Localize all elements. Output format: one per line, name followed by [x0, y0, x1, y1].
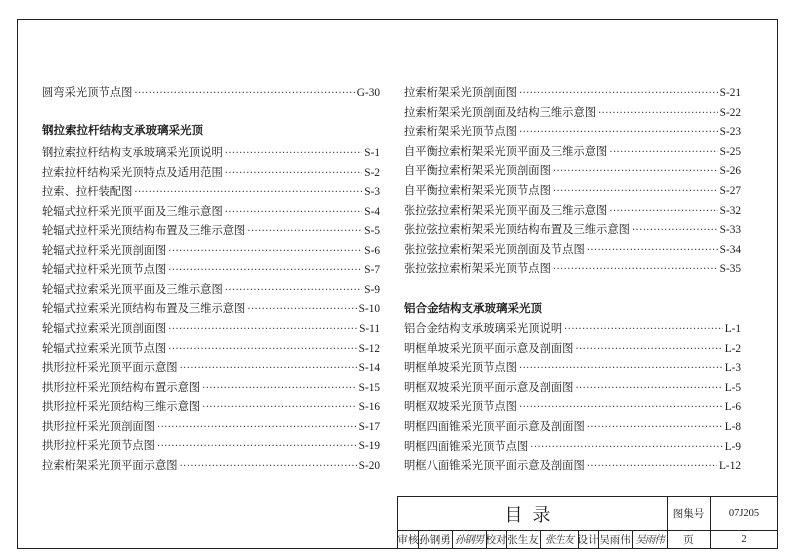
toc-entry[interactable]	[42, 455, 380, 473]
title-block	[397, 496, 778, 549]
toc-entry-title: 明框四面锥采光顶平面示意及剖面图	[404, 420, 585, 433]
page-number: 2	[741, 534, 747, 545]
toc-leader-dots	[519, 363, 723, 375]
checker-signature: 张生友	[544, 534, 574, 546]
toc-entry-page: S-35	[719, 263, 741, 276]
toc-entry-page: S-10	[358, 303, 380, 316]
toc-entry[interactable]	[42, 142, 380, 160]
toc-entry[interactable]	[42, 318, 380, 336]
toc-leader-dots	[564, 324, 723, 336]
toc-entry-page: L-9	[724, 440, 741, 453]
toc-entry[interactable]	[42, 338, 380, 356]
toc-entry-page: S-9	[364, 283, 380, 296]
toc-entry-title: 拱形拉杆采光顶平面示意图	[42, 361, 178, 375]
toc-leader-dots	[587, 245, 718, 257]
toc-leader-dots	[519, 402, 723, 414]
toc-entry-page: L-5	[724, 381, 741, 394]
toc-entry[interactable]	[404, 258, 741, 276]
toc-entry-page: L-1	[724, 323, 741, 335]
toc-entry-page: S-3	[364, 186, 380, 199]
toc-leader-dots	[157, 422, 357, 434]
toc-leader-dots	[609, 206, 717, 218]
toc-entry[interactable]	[404, 102, 741, 120]
toc-entry-page: S-6	[364, 244, 380, 257]
toc-entry[interactable]	[42, 435, 380, 453]
toc-entry-title: 张拉弦拉索桁架采光顶平面及三维示意图	[404, 203, 608, 217]
toc-entry[interactable]	[42, 259, 380, 277]
toc-entry-title: 拉索桁架采光顶平面示意图	[42, 458, 178, 472]
reviewer-signature: 孙钢男	[454, 534, 484, 546]
toc-entry-page: S-20	[358, 459, 380, 472]
toc-entry-page: S-4	[364, 205, 380, 218]
toc-entry-title: 钢拉索拉杆结构支承玻璃采光顶说明	[42, 146, 223, 159]
toc-entry-title: 张拉弦拉索桁架采光顶结构布置及三维示意图	[404, 223, 630, 237]
toc-leader-dots	[225, 168, 363, 180]
toc-entry-title: 轮辐式拉杆采光顶结构布置及三维示意图	[42, 224, 246, 238]
page-label: 页	[683, 534, 694, 546]
toc-entry-title: 明框四面锥采光顶节点图	[404, 439, 529, 453]
toc-entry-title: 张拉弦拉索桁架采光顶剖面及节点图	[404, 242, 585, 256]
toc-entry-page: S-22	[719, 106, 741, 119]
toc-entry-page: L-12	[719, 460, 741, 473]
toc-leader-dots	[202, 383, 356, 395]
toc-entry-title: 圆弯采光顶节点图	[42, 86, 133, 99]
design-label: 设计	[577, 534, 599, 546]
toc-entry-title: 拉索桁架采光顶剖面图	[404, 86, 517, 99]
toc-entry[interactable]	[42, 220, 380, 238]
toc-entry-page: S-25	[719, 145, 741, 158]
section-heading-aluminum: 铝合金结构支承玻璃采光顶	[404, 301, 542, 315]
toc-entry-page: S-23	[719, 126, 741, 139]
toc-entry-page: S-34	[719, 243, 741, 256]
toc-entry[interactable]	[404, 219, 741, 237]
toc-entry[interactable]	[42, 162, 380, 180]
toc-leader-dots	[587, 461, 717, 473]
toc-leader-dots	[225, 207, 363, 219]
toc-leader-dots	[168, 265, 362, 277]
toc-entry[interactable]	[404, 160, 741, 178]
toc-entry-page: L-3	[724, 362, 741, 375]
toc-leader-dots	[157, 441, 357, 453]
toc-entry-page: S-27	[719, 185, 741, 197]
toc-leader-dots	[247, 304, 356, 316]
toc-entry-page: S-21	[719, 87, 741, 99]
toc-entry-title: 张拉弦拉索桁架采光顶节点图	[404, 262, 551, 276]
toc-entry-page: S-1	[364, 147, 380, 159]
toc-leader-dots	[202, 402, 356, 414]
designer-name: 吴雨伟	[599, 534, 631, 546]
toc-entry-page: S-12	[358, 342, 380, 355]
toc-leader-dots	[180, 363, 357, 375]
toc-entry-page: L-6	[724, 401, 741, 414]
toc-entry-title: 铝合金结构支承玻璃采光顶说明	[404, 322, 563, 335]
toc-entry[interactable]	[42, 377, 380, 395]
toc-entry[interactable]	[404, 239, 741, 257]
toc-entry[interactable]	[404, 82, 741, 100]
toc-leader-dots	[225, 148, 363, 160]
toc-entry-page: S-5	[364, 225, 380, 238]
toc-entry-page: S-11	[359, 322, 380, 335]
toc-entry-title: 轮辐式拉索采光顶平面及三维示意图	[42, 282, 223, 296]
toc-entry[interactable]	[42, 201, 380, 219]
toc-leader-dots	[519, 88, 718, 100]
toc-entry[interactable]	[42, 82, 380, 100]
toc-entry[interactable]	[404, 318, 741, 336]
toc-leader-dots	[134, 187, 362, 199]
toc-entry[interactable]	[404, 396, 741, 414]
toc-entry[interactable]	[404, 455, 741, 473]
toc-leader-dots	[575, 344, 722, 356]
toc-entry[interactable]	[404, 338, 741, 356]
toc-leader-dots	[587, 422, 723, 434]
toc-entry-title: 拉索拉杆结构采光顶特点及适用范围	[42, 165, 223, 179]
toc-entry-page: S-14	[358, 362, 380, 375]
toc-entry-page: S-15	[358, 381, 380, 394]
toc-entry[interactable]	[404, 200, 741, 218]
toc-leader-dots	[530, 442, 722, 454]
toc-entry-title: 轮辐式拉索采光顶结构布置及三维示意图	[42, 302, 246, 316]
toc-leader-dots	[168, 324, 357, 336]
toc-entry-title: 轮辐式拉杆采光顶节点图	[42, 263, 167, 277]
toc-entry[interactable]	[42, 181, 380, 199]
toc-leader-dots	[225, 285, 363, 297]
drawing-title: 目录	[504, 504, 561, 526]
toc-entry-page: S-26	[719, 165, 741, 178]
toc-entry-page: S-32	[719, 204, 741, 217]
toc-entry-page: S-16	[358, 401, 380, 414]
toc-entry[interactable]	[42, 240, 380, 258]
toc-entry-page: L-2	[724, 342, 741, 355]
toc-leader-dots	[168, 344, 356, 356]
toc-entry[interactable]	[404, 377, 741, 395]
toc-entry-title: 拉索桁架采光顶节点图	[404, 125, 517, 139]
toc-entry-title: 明框单坡采光顶平面示意及剖面图	[404, 341, 574, 355]
toc-leader-dots	[180, 461, 357, 473]
toc-entry-page: L-8	[724, 421, 741, 433]
toc-entry[interactable]	[42, 357, 380, 375]
toc-entry-title: 自平衡拉索桁架采光顶平面及三维示意图	[404, 144, 608, 158]
toc-entry-title: 明框单坡采光顶节点图	[404, 361, 517, 375]
toc-entry[interactable]	[404, 416, 741, 434]
toc-entry[interactable]	[42, 396, 380, 414]
toc-leader-dots	[632, 225, 718, 237]
toc-entry-title: 自平衡拉索桁架采光顶剖面图	[404, 164, 551, 178]
toc-entry-title: 轮辐式拉杆采光顶剖面图	[42, 243, 167, 257]
toc-entry[interactable]	[404, 436, 741, 454]
toc-entry[interactable]	[42, 298, 380, 316]
reviewer-name: 孙钢勇	[419, 534, 451, 546]
toc-entry[interactable]	[42, 416, 380, 434]
toc-leader-dots	[598, 108, 718, 120]
toc-entry-page: S-33	[719, 224, 741, 237]
toc-entry-page: S-19	[358, 440, 380, 453]
check-label: 校对	[485, 534, 507, 546]
toc-leader-dots	[247, 226, 362, 238]
toc-leader-dots	[609, 147, 717, 159]
section-heading-steel-cable: 钢拉索拉杆结构支承玻璃采光顶	[42, 123, 203, 137]
toc-entry-title: 明框八面锥采光顶平面示意及剖面图	[404, 459, 585, 473]
toc-entry-title: 拱形拉杆采光顶剖面图	[42, 419, 155, 433]
checker-name: 张生友	[507, 534, 539, 546]
toc-entry-title: 拱形拉杆采光顶节点图	[42, 439, 155, 453]
toc-entry[interactable]	[404, 180, 741, 198]
toc-entry-title: 轮辐式拉杆采光顶平面及三维示意图	[42, 204, 223, 218]
toc-leader-dots	[519, 127, 718, 139]
toc-entry-title: 拉索、拉杆装配图	[42, 185, 133, 199]
toc-entry-page: S-17	[358, 420, 380, 433]
toc-entry-title: 明框双坡采光顶平面示意及剖面图	[404, 380, 574, 394]
designer-signature: 吴雨伟	[635, 534, 664, 546]
toc-leader-dots	[134, 88, 354, 100]
toc-entry-page: S-2	[364, 166, 380, 179]
toc-entry-title: 明框双坡采光顶节点图	[404, 400, 517, 414]
toc-entry[interactable]	[42, 279, 380, 297]
toc-leader-dots	[575, 383, 722, 395]
toc-entry-title: 拱形拉杆采光顶结构布置示意图	[42, 380, 201, 394]
toc-entry[interactable]	[404, 121, 741, 139]
toc-entry[interactable]	[404, 357, 741, 375]
toc-entry-title: 轮辐式拉索采光顶剖面图	[42, 321, 167, 335]
atlas-number: 07J205	[728, 508, 760, 519]
toc-entry[interactable]	[404, 141, 741, 159]
toc-entry-title: 轮辐式拉索采光顶节点图	[42, 341, 167, 355]
toc-entry-title: 拱形拉杆采光顶结构三维示意图	[42, 400, 201, 414]
toc-entry-page: S-7	[364, 264, 380, 277]
atlas-number-label: 图集号	[672, 508, 705, 520]
toc-entry-title: 自平衡拉索桁架采光顶节点图	[404, 184, 551, 197]
toc-leader-dots	[168, 246, 362, 258]
toc-leader-dots	[553, 186, 718, 198]
toc-leader-dots	[553, 264, 718, 276]
toc-entry-page: G-30	[356, 87, 380, 99]
review-label: 审核	[397, 534, 419, 546]
toc-entry-title: 拉索桁架采光顶剖面及结构三维示意图	[404, 105, 597, 119]
toc-leader-dots	[553, 166, 718, 178]
